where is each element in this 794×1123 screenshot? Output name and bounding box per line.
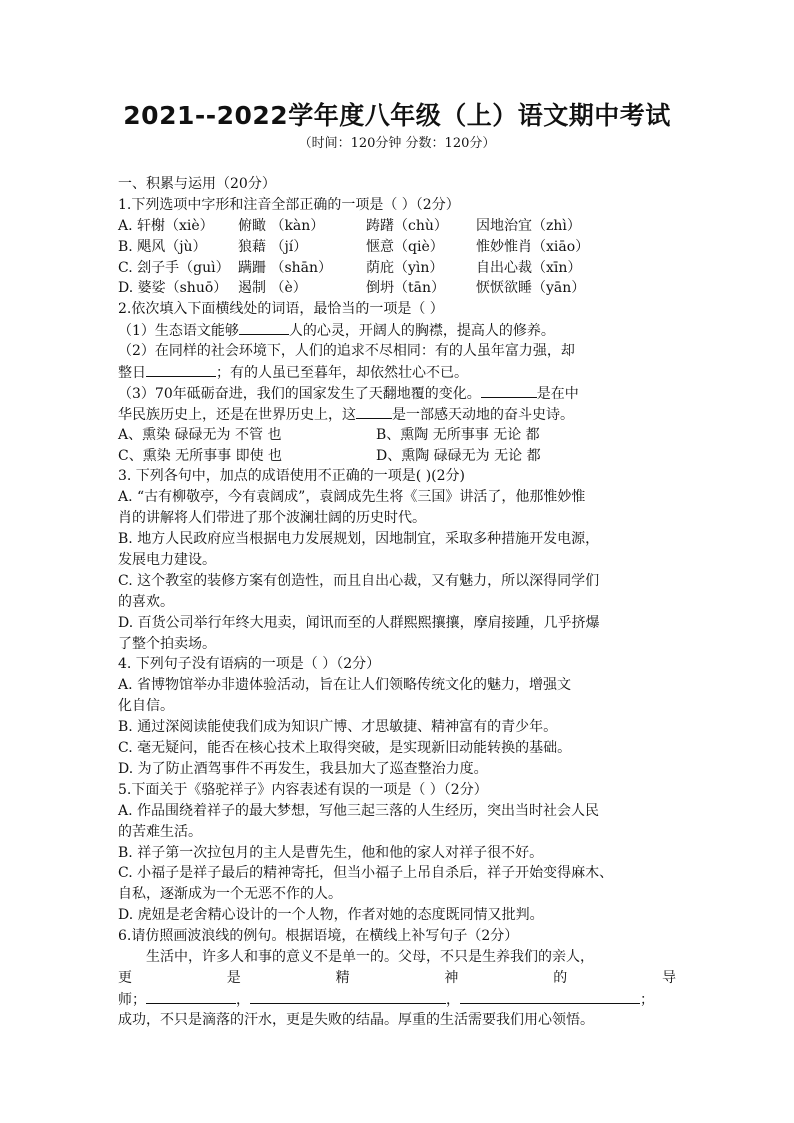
q2-options-cd (118, 446, 676, 467)
q5-stem: 5.下面关于《骆驼祥子》内容表述有误的一项是（ ）（2分） (118, 781, 488, 798)
q6-char-3: 精 (335, 969, 350, 986)
q1-stem: 1.下列选项中字形和注音全部正确的一项是（ ）（2分） (118, 196, 460, 213)
q2-s2-text-b: 整日 (118, 365, 146, 382)
q6-char-2: 是 (226, 969, 241, 986)
q1-option-a (118, 216, 676, 237)
q1-option-b (118, 237, 676, 258)
q1-d-word-2: 遏制 （è） (238, 280, 307, 297)
exam-subtitle: （时间：120分钟 分数：120分） (298, 136, 496, 151)
q3-option-d-2: 了整个拍卖场。 (118, 635, 216, 652)
q6-blank-3[interactable] (460, 989, 640, 1004)
q2-s1-text-a: （1）生态语文能够 (118, 323, 239, 340)
q2-s3-text-b: 是在中 (536, 385, 579, 402)
q6-char-1: 更 (118, 969, 132, 986)
q2-s2-text-c: ；有的人虽已至暮年，却依然壮心不已。 (216, 365, 468, 382)
section-heading: 一、积累与运用（20分） (118, 176, 276, 192)
q3-option-b-1: B. 地方人民政府应当根据电力发展规划，因地制宜，采取多种措施开发电源， (118, 531, 600, 548)
q6-line-2 (118, 968, 676, 989)
q6-char-5: 的 (553, 969, 568, 986)
q6-l3-text-b: ， (236, 991, 250, 1008)
q3-option-c-2: 的喜欢。 (118, 593, 174, 610)
q1-b-word-1: B. 飓风（jù） (118, 238, 207, 255)
q2-blank-3[interactable] (481, 383, 537, 398)
q5-option-a-2: 的苦难生活。 (118, 823, 202, 840)
q4-option-a-1: A. 省博物馆举办非遗体验活动，旨在让人们领略传统文化的魅力，增强文 (118, 677, 572, 694)
q4-option-c: C. 毫无疑问，能否在核心技术上取得突破，是实现新旧动能转换的基础。 (118, 740, 572, 757)
q1-d-word-1: D. 婆娑（shuō） (118, 280, 228, 297)
q4-stem: 4. 下列句子没有语病的一项是（ ）（2分） (118, 656, 381, 673)
q2-s3-text-a: （3）70年砥砺奋进，我们的国家发生了天翻地覆的变化。 (118, 385, 481, 402)
q1-option-d (118, 278, 676, 299)
q3-option-d-1: D. 百货公司举行年终大甩卖，闻讯而至的人群熙熙攘攘，摩肩接踵，几乎挤爆 (118, 614, 600, 631)
q6-blank-1[interactable] (146, 989, 236, 1004)
q1-c-word-3: 荫庇（yìn） (366, 259, 444, 276)
q6-char-6: 导 (661, 969, 676, 986)
q2-s3-text-c: 华民族历史上，还是在世界历史上，这 (118, 406, 356, 423)
q6-line-4: 成功，不只是滴落的汗水，更是失败的结晶。厚重的生活需要我们用心领悟。 (118, 1011, 594, 1028)
q1-b-word-2: 狼藉 （jí） (238, 238, 308, 255)
q1-b-word-3: 惬意（qiè） (366, 238, 444, 255)
exam-body (118, 174, 676, 1031)
q3-stem: 3. 下列各句中，加点的成语使用不正确的一项是( )(2分) (118, 468, 466, 485)
exam-title: 2021--2022学年度八年级（上）语文期中考试 (123, 101, 671, 130)
q6-line-1: 生活中，许多人和事的意义不是单一的。父母，不只是生养我们的亲人， (146, 948, 594, 965)
q2-option-a: A、熏染 碌碌无为 不管 也 (118, 426, 282, 443)
q1-b-word-4: 惟妙惟肖（xiāo） (476, 238, 590, 255)
q2-sentence-2a: （2）在同样的社会环境下，人们的追求不尽相同：有的人虽年富力强，却 (118, 343, 575, 360)
q5-option-a-1: A. 作品围绕着祥子的最大梦想，写他三起三落的人生经历，突出当时社会人民 (118, 802, 600, 819)
q1-a-word-2: 俯瞰 （kàn） (238, 217, 325, 234)
q1-a-word-4: 因地治宜（zhì） (476, 217, 581, 234)
q6-line-3 (118, 989, 676, 1010)
q4-option-d: D. 为了防止酒驾事件不再发生，我县加大了巡查整治力度。 (118, 760, 488, 777)
q2-s1-text-b: 人的心灵，开阔人的胸襟，提高人的修养。 (288, 323, 555, 340)
q2-sentence-3b (118, 404, 676, 425)
q1-c-word-4: 自出心裁（xīn） (476, 259, 582, 276)
q1-d-word-3: 倒坍（tān） (366, 280, 445, 297)
q6-l3-text-a: 师； (118, 991, 146, 1008)
q1-option-c (118, 258, 676, 279)
q2-s3-text-d: 是一部感天动地的奋斗史诗。 (392, 406, 574, 423)
q1-c-word-1: C. 刽子手（guì） (118, 259, 230, 276)
q1-c-word-2: 蹒跚 （shān） (238, 259, 333, 276)
q2-option-d: D、熏陶 碌碌无为 无论 都 (376, 447, 541, 464)
q2-blank-1[interactable] (239, 320, 289, 335)
q2-option-c: C、熏染 无所事事 即使 也 (118, 447, 283, 464)
q6-stem: 6.请仿照画波浪线的例句。根据语境，在横线上补写句子（2分） (118, 928, 519, 945)
q2-sentence-3a (118, 383, 676, 404)
q5-option-b: B. 祥子第一次拉包月的主人是曹先生，他和他的家人对祥子很不好。 (118, 844, 544, 861)
q3-option-a-1: A. “古有柳敬亭，今有袁阔成”，袁阔成先生将《三国》讲活了，他那惟妙惟 (118, 489, 586, 506)
q4-option-a-2: 化自信。 (118, 698, 174, 715)
q2-sentence-2b (118, 362, 676, 383)
q2-option-b: B、熏陶 无所事事 无论 都 (376, 426, 540, 443)
q2-blank-4[interactable] (356, 404, 392, 419)
q1-a-word-1: A. 轩榭（xiè） (118, 217, 214, 234)
q1-a-word-3: 踌躇（chù） (366, 217, 448, 234)
q5-option-c-1: C. 小福子是祥子最后的精神寄托，但当小福子上吊自杀后，祥子开始变得麻木、 (118, 865, 614, 882)
q2-stem: 2.依次填入下面横线处的词语，最恰当的一项是（ ） (118, 301, 444, 318)
q2-sentence-1 (118, 320, 676, 341)
q5-option-c-2: 自私，逐渐成为一个无恶不作的人。 (118, 886, 342, 903)
q2-blank-2[interactable] (146, 362, 216, 377)
q6-char-4: 神 (444, 969, 459, 986)
q4-option-b: B. 通过深阅读能使我们成为知识广博、才思敏捷、精神富有的青少年。 (118, 719, 558, 736)
q6-blank-2[interactable] (250, 989, 446, 1004)
q3-option-c-1: C. 这个教室的装修方案有创造性，而且自出心裁，又有魅力，所以深得同学们 (118, 572, 600, 589)
q3-option-b-2: 发展电力建设。 (118, 552, 216, 569)
q6-l3-text-c: ， (446, 991, 460, 1008)
q3-option-a-2: 肖的讲解将人们带进了那个波澜壮阔的历史时代。 (118, 510, 426, 527)
q5-option-d: D. 虎妞是老舍精心设计的一个人物，作者对她的态度既同情又批判。 (118, 907, 544, 924)
q1-d-word-4: 恹恹欲睡（yān） (476, 280, 586, 297)
q6-l3-text-d: ； (640, 991, 654, 1008)
q2-options-ab (118, 425, 676, 446)
